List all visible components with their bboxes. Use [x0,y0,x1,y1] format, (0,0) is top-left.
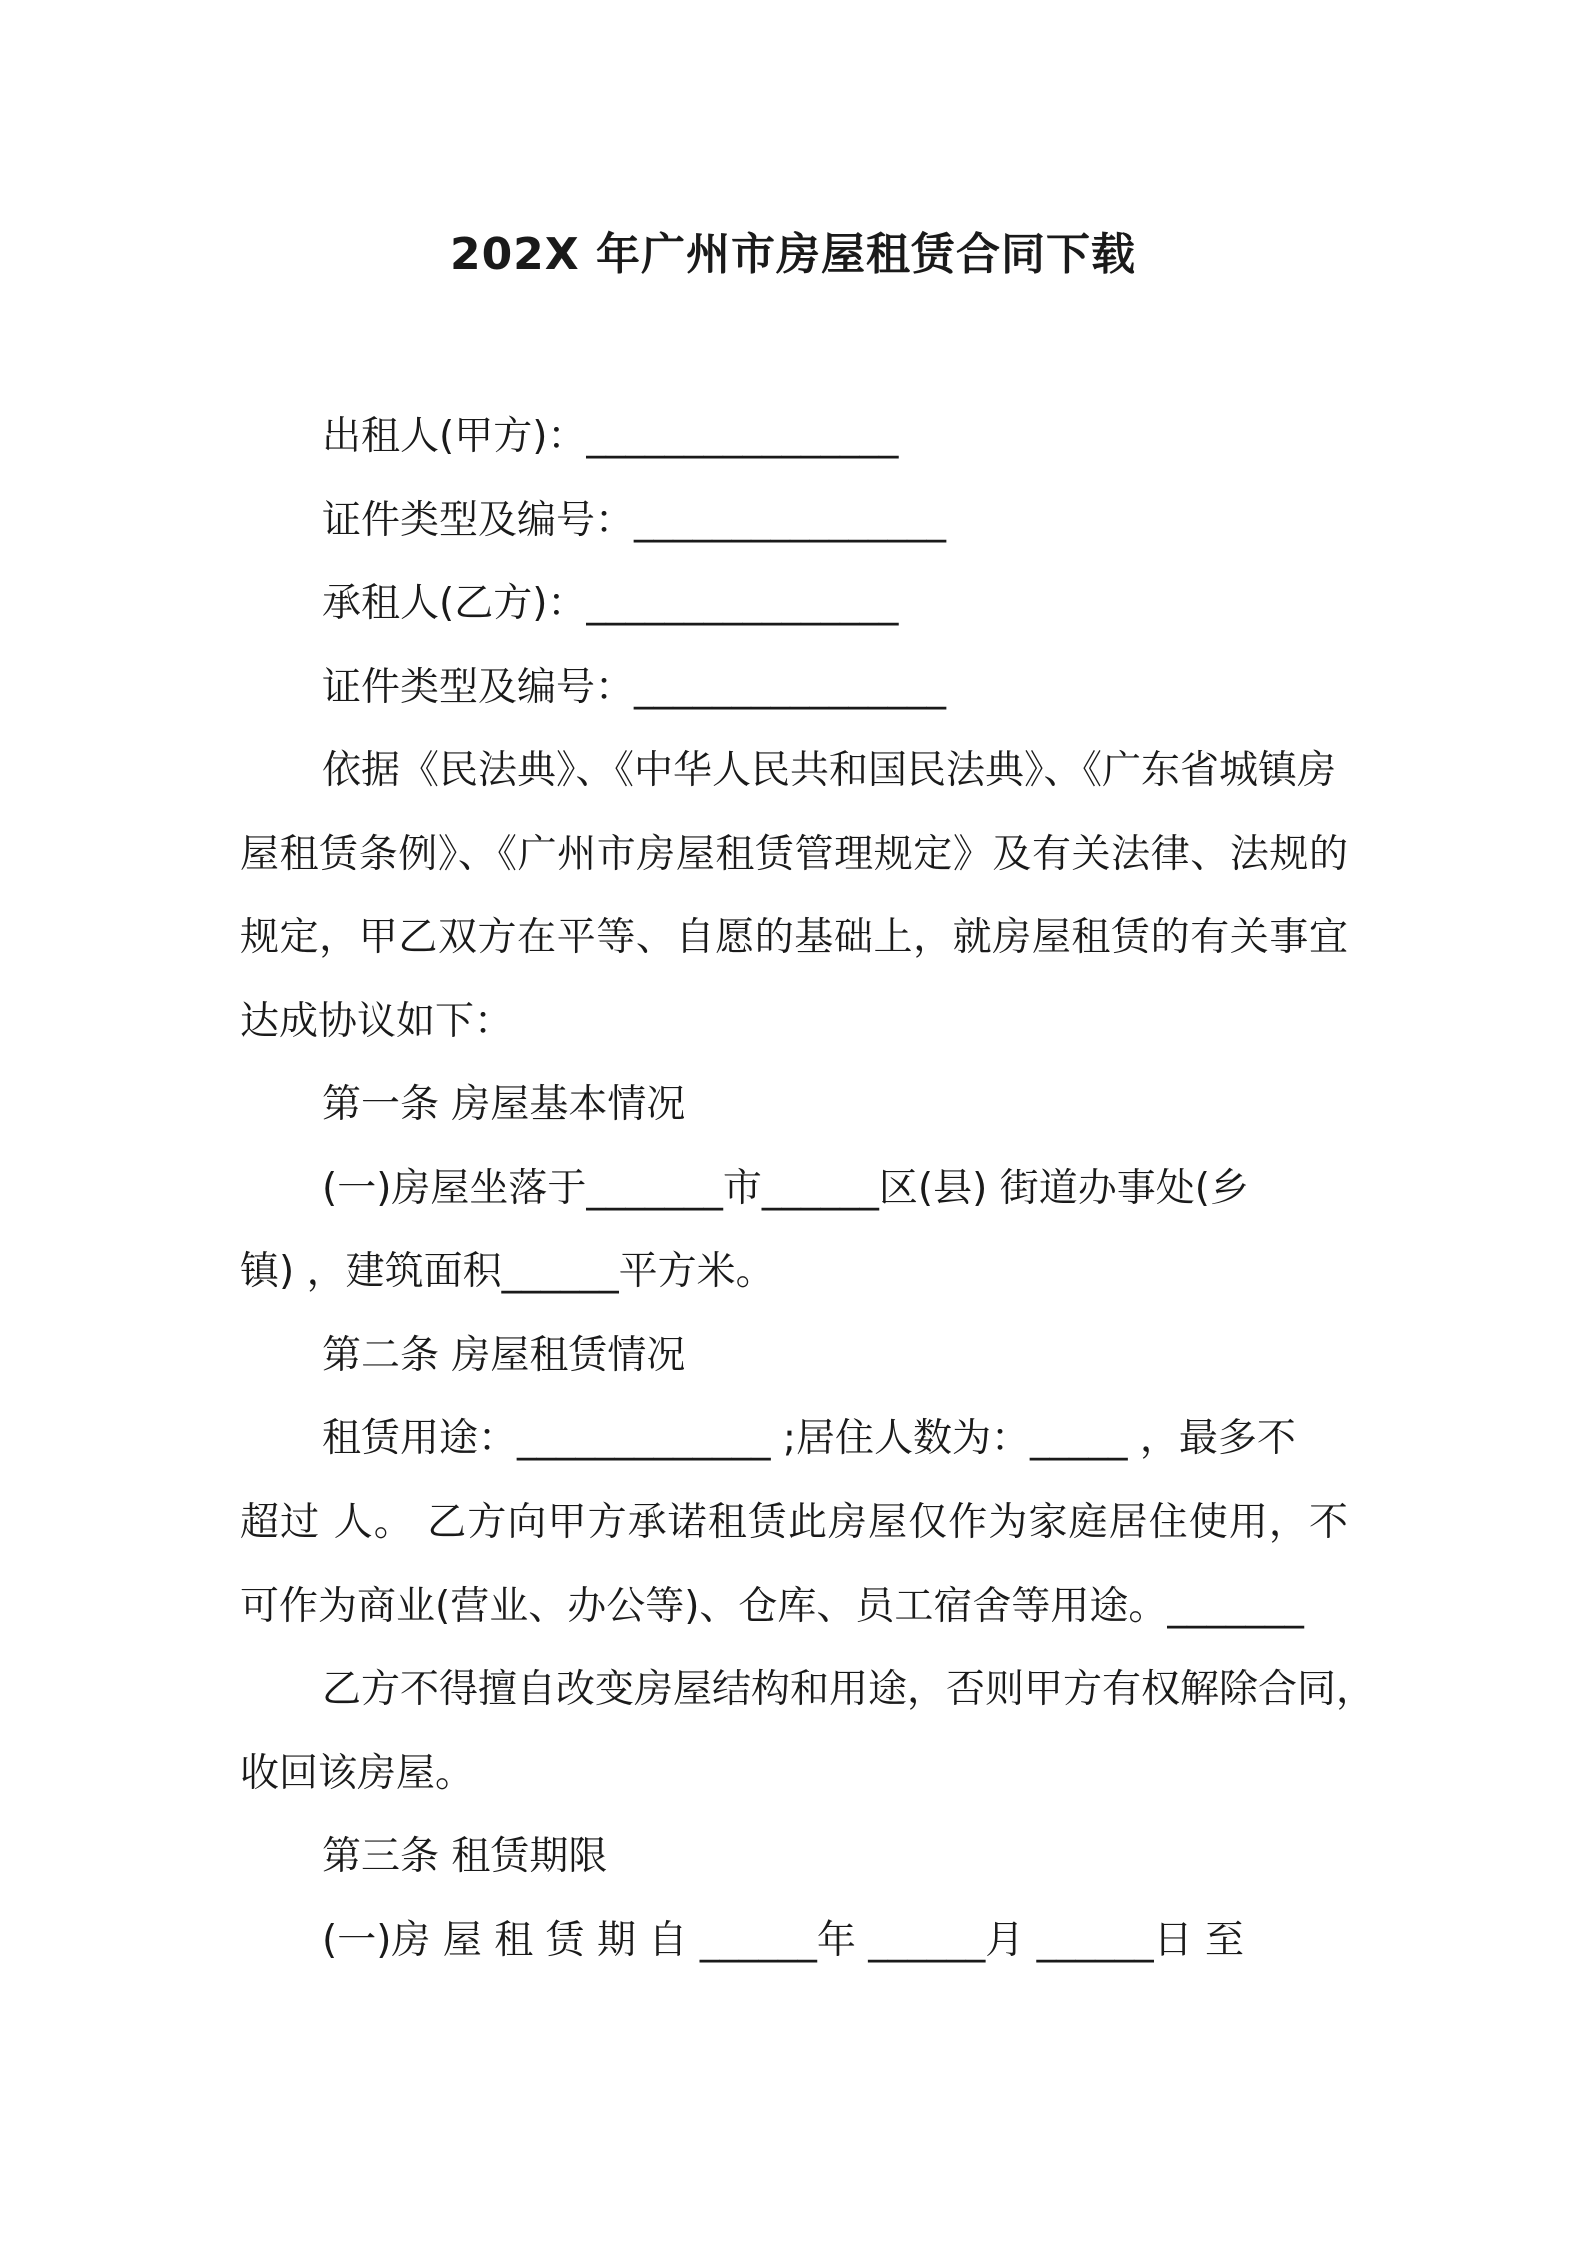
body-line: (一)房 屋 租 赁 期 自 ______年 ______月 ______日 至 [322,1918,1245,1963]
lessor-id-field: 证件类型及编号：________________ [322,498,947,543]
body-line: 镇) ，建筑面积______平方米。 [240,1249,775,1294]
article-heading: 第二条 房屋租赁情况 [322,1333,686,1378]
preamble-line: 屋租赁条例》、《广州市房屋租赁管理规定》及有关法律、法规的 [240,832,1348,877]
article-heading: 第一条 房屋基本情况 [322,1082,686,1127]
body-line: 收回该房屋。 [240,1751,475,1796]
preamble-line: 依据《民法典》、《中华人民共和国民法典》、《广东省城镇房 [322,748,1337,793]
body-line: 可作为商业(营业、办公等)、仓库、员工宿舍等用途。_______ [240,1584,1304,1629]
preamble-line: 达成协议如下： [240,999,514,1044]
body-line: 租赁用途：_____________ ;居住人数为：_____ ，最多不 [322,1416,1296,1461]
lessee-field: 承租人(乙方)：________________ [322,581,899,626]
body-line: (一)房屋坐落于_______市______区(县) 街道办事处(乡 [322,1166,1249,1211]
page-title: 202X 年广州市房屋租赁合同下载 [449,229,1137,280]
body-line: 乙方不得擅自改变房屋结构和用途，否则甲方有权解除合同， [322,1667,1376,1712]
lessee-id-field: 证件类型及编号：________________ [322,665,947,710]
body-line: 超过 人。 乙方向甲方承诺租赁此房屋仅作为家庭居住使用，不 [240,1500,1348,1545]
article-heading: 第三条 租赁期限 [322,1834,608,1879]
preamble-line: 规定，甲乙双方在平等、自愿的基础上，就房屋租赁的有关事宜 [240,915,1348,960]
lessor-field: 出租人(甲方)：________________ [322,414,899,459]
